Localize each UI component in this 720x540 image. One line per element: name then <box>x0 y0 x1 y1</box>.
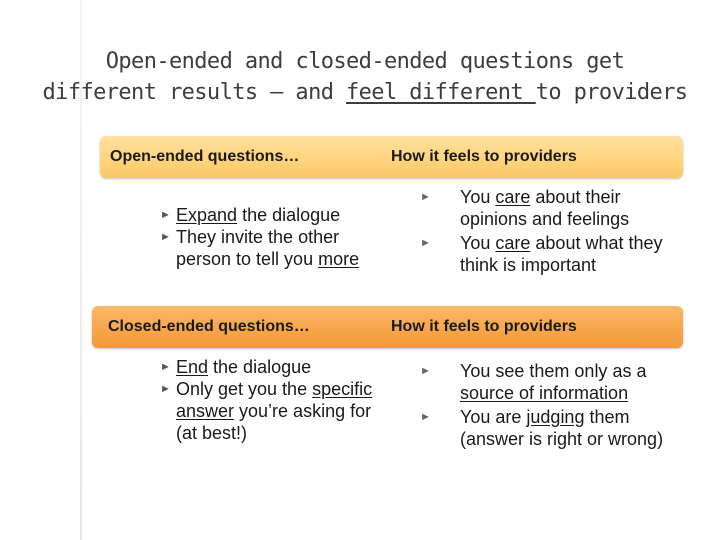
closed-ended-header-band <box>92 306 683 348</box>
triangle-right-icon: ► <box>160 209 171 221</box>
closed-ended-feelings-list <box>420 360 685 452</box>
list-item: ► End the dialogue <box>160 357 312 377</box>
closed-ended-effects-list <box>160 356 380 444</box>
open-ended-header-band <box>100 136 683 178</box>
list-item: ► You are judging them (answer is right or wrong) <box>420 407 664 449</box>
open-ended-effects-list <box>160 204 385 270</box>
open-ended-feels-heading: How it feels to providers <box>391 148 577 165</box>
list-item: ► Only get you the specific answer you’re asking for (at best!) <box>160 379 373 443</box>
title-line-1: Open-ended and closed-ended questions get <box>105 49 625 74</box>
title-line-2-start: different results – and <box>42 80 347 105</box>
title-line-2 <box>40 77 690 108</box>
open-ended-heading: Open-ended questions… <box>110 148 300 165</box>
title-line-2-end: to providers <box>535 80 688 105</box>
triangle-right-icon: ► <box>420 411 431 423</box>
list-item: ► Expand the dialogue <box>160 205 341 225</box>
list-item: ► You care about what they think is important <box>420 233 663 275</box>
list-item: ► You care about their opinions and feelings <box>420 187 630 229</box>
triangle-right-icon: ► <box>420 365 431 377</box>
list-item: ► You see them only as a source of information <box>420 361 647 403</box>
triangle-right-icon: ► <box>420 191 431 203</box>
title-emphasis: feel different <box>346 80 536 105</box>
list-item: ► They invite the other person to tell you more <box>160 227 360 269</box>
open-ended-feelings-list <box>420 186 680 278</box>
slide-title <box>40 46 690 108</box>
closed-ended-feels-heading: How it feels to providers <box>391 318 577 335</box>
triangle-right-icon: ► <box>160 383 171 395</box>
triangle-right-icon: ► <box>160 361 171 373</box>
closed-ended-heading: Closed-ended questions… <box>108 318 310 335</box>
triangle-right-icon: ► <box>420 237 431 249</box>
triangle-right-icon: ► <box>160 231 171 243</box>
